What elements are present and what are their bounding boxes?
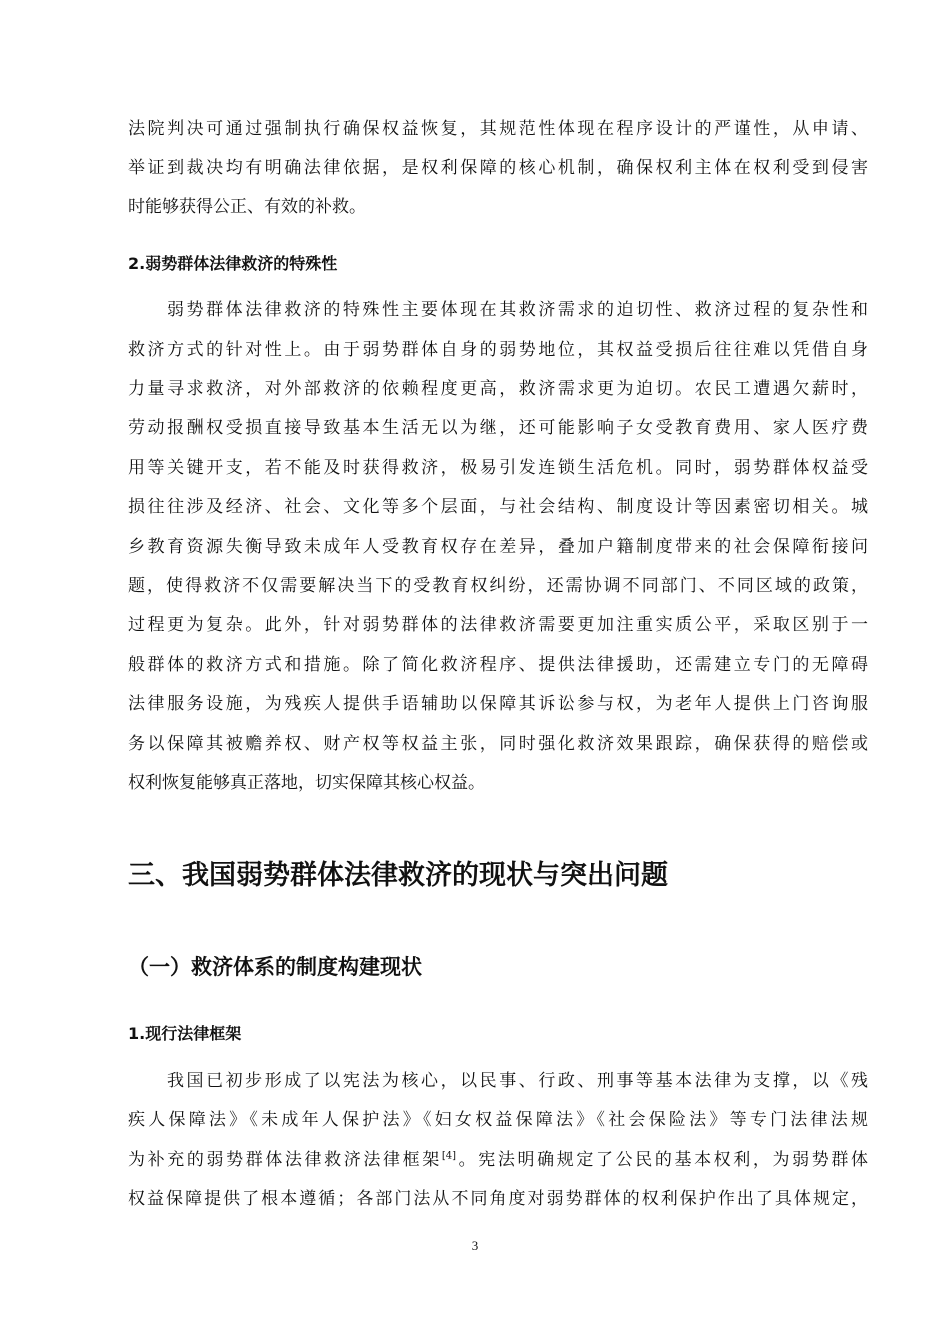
text-line: 务以保障其被赡养权、财产权等权益主张，同时强化救济效果跟踪，确保获得的赔偿或	[128, 734, 868, 754]
text-line: 力量寻求救济，对外部救济的依赖程度更高，救济需求更为迫切。农民工遭遇欠薪时，	[128, 379, 868, 399]
text-line: 法院判决可通过强制执行确保权益恢复，其规范性体现在程序设计的严谨性，从申请、	[128, 119, 868, 139]
text-line: 权利恢复能够真正落地，切实保障其核心权益。	[128, 773, 485, 793]
text-line	[128, 1147, 868, 1173]
text-line: 法律服务设施，为残疾人提供手语辅助以保障其诉讼参与权，为老年人提供上门咨询服	[128, 694, 868, 714]
citation-marker: [4]	[441, 1150, 457, 1162]
text-segment: 。宪法明确规定了公民的基本权利，为弱势群体	[456, 1150, 869, 1170]
text-line: 过程更为复杂。此外，针对弱势群体的法律救济需要更加注重实质公平，采取区别于一	[128, 615, 868, 635]
text-line: 乡教育资源失衡导致未成年人受教育权存在差异，叠加户籍制度带来的社会保障衔接问	[128, 537, 868, 557]
text-line: 救济方式的针对性上。由于弱势群体自身的弱势地位，其权益受损后往往难以凭借自身	[128, 340, 868, 360]
text-line: 我国已初步形成了以宪法为核心，以民事、行政、刑事等基本法律为支撑，以《残	[167, 1071, 868, 1091]
text-line: 疾人保障法》《未成年人保护法》《妇女权益保障法》《社会保险法》等专门法律法规	[128, 1110, 868, 1130]
text-line: 损往往涉及经济、社会、文化等多个层面，与社会结构、制度设计等因素密切相关。城	[128, 497, 868, 517]
text-line: 用等关键开支，若不能及时获得救济，极易引发连锁生活危机。同时，弱势群体权益受	[128, 458, 868, 478]
page-number: 3	[471, 1238, 479, 1253]
text-line: 般群体的救济方式和措施。除了简化救济程序、提供法律援助，还需建立专门的无障碍	[128, 655, 868, 675]
text-line: 劳动报酬权受损直接导致基本生活无以为继，还可能影响子女受教育费用、家人医疗费	[128, 418, 868, 438]
text-line: 权益保障提供了根本遵循；各部门法从不同角度对弱势群体的权利保护作出了具体规定，	[128, 1189, 868, 1209]
section-heading: 1.现行法律框架	[128, 1024, 242, 1043]
text-segment: 为补充的弱势群体法律救济法律框架	[128, 1150, 442, 1170]
text-line: 时能够获得公正、有效的补救。	[128, 197, 366, 217]
text-line: 弱势群体法律救济的特殊性主要体现在其救济需求的迫切性、救济过程的复杂性和	[167, 300, 868, 320]
section-heading: 2.弱势群体法律救济的特殊性	[128, 254, 338, 273]
text-line: 题，使得救济不仅需要解决当下的受教育权纠纷，还需协调不同部门、不同区域的政策，	[128, 576, 868, 596]
chapter-heading: 三、我国弱势群体法律救济的现状与突出问题	[128, 860, 668, 891]
text-line: 举证到裁决均有明确法律依据，是权利保障的核心机制，确保权利主体在权利受到侵害	[128, 158, 868, 178]
subsection-heading: （一）救济体系的制度构建现状	[128, 955, 422, 979]
